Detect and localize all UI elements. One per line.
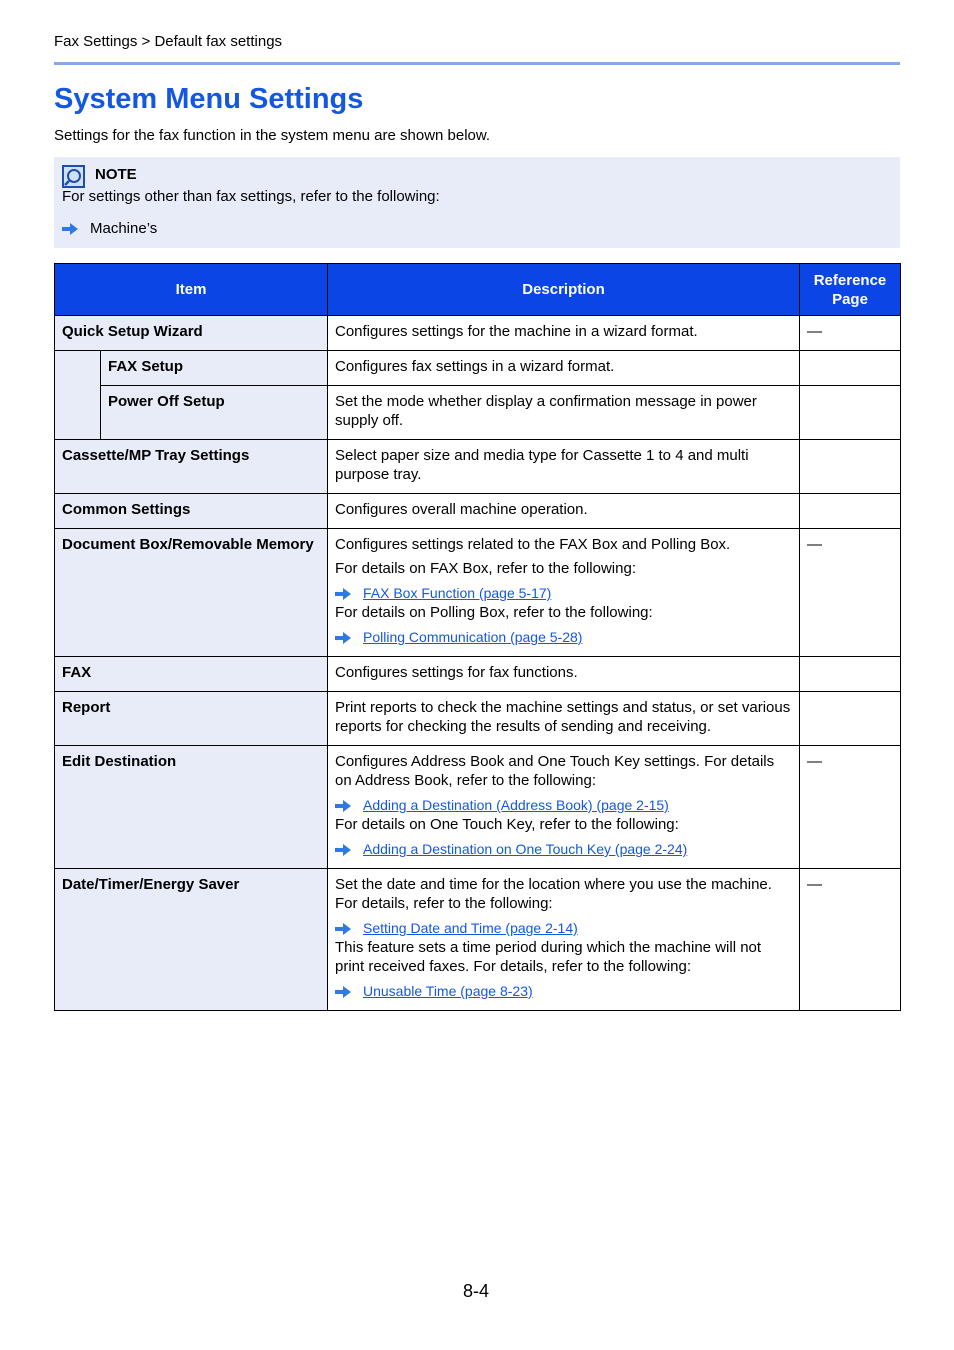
note-icon	[62, 165, 85, 188]
table-row	[55, 529, 901, 657]
description-cell	[328, 529, 800, 657]
reference-link-line	[335, 584, 792, 603]
reference-cell	[800, 657, 901, 692]
description-text: Configures settings related to the FAX Box and Polling Box.	[335, 536, 731, 553]
table-row	[55, 316, 901, 351]
adding-destination-one-touch-key-link[interactable]: Adding a Destination on One Touch Key (page 2-24)	[363, 841, 688, 857]
reference-cell: —	[800, 529, 901, 657]
description-cell: Configures fax settings in a wizard format.	[328, 351, 800, 386]
description-cell: Print reports to check the machine settings and status, or set various reports for checking the results of sending and receiving.	[328, 692, 800, 746]
reference-cell	[800, 351, 901, 386]
reference-cell: —	[800, 869, 901, 1011]
reference-link-line	[335, 919, 792, 938]
reference-link-line	[335, 982, 792, 1001]
header-reference: Reference Page	[800, 264, 901, 316]
description-cell: Configures overall machine operation.	[328, 494, 800, 529]
reference-cell	[800, 386, 901, 440]
intro-text: Settings for the fax function in the system menu are shown below.	[54, 127, 491, 144]
table-row	[55, 692, 901, 746]
breadcrumb: Fax Settings > Default fax settings	[54, 33, 283, 50]
table-row	[55, 440, 901, 494]
setting-date-time-link[interactable]: Setting Date and Time (page 2-14)	[363, 920, 578, 936]
indent-cell	[55, 351, 101, 440]
note-bullet-text: Machine’s	[90, 220, 158, 237]
item-cell: FAX	[55, 657, 328, 692]
table-header-row	[55, 264, 901, 316]
item-cell: Cassette/MP Tray Settings	[55, 440, 328, 494]
header-description: Description	[328, 264, 800, 316]
adding-destination-address-book-link[interactable]: Adding a Destination (Address Book) (page 2-15)	[363, 797, 669, 813]
item-cell: Date/Timer/Energy Saver	[55, 869, 328, 1011]
description-text: For details on Polling Box, refer to the following:	[335, 604, 653, 621]
item-cell: Edit Destination	[55, 746, 328, 869]
table-row	[55, 386, 901, 440]
description-cell: Configures settings for the machine in a wizard format.	[328, 316, 800, 351]
description-text: Configures Address Book and One Touch Key settings. For details on Address Book, refer to the following:	[335, 753, 775, 789]
page-number: 8-4	[463, 1281, 490, 1301]
arrow-icon	[335, 844, 351, 856]
item-cell: Report	[55, 692, 328, 746]
note-label: NOTE	[95, 166, 137, 183]
description-text: For details, refer to the following:	[335, 895, 553, 912]
arrow-icon	[335, 588, 351, 600]
description-text: Set the date and time for the location where you use the machine.	[335, 876, 772, 893]
arrow-icon	[335, 986, 351, 998]
table-row	[55, 657, 901, 692]
description-cell: Set the mode whether display a confirmation message in power supply off.	[328, 386, 800, 440]
reference-cell	[800, 692, 901, 746]
table-row	[55, 869, 901, 1011]
table-row	[55, 351, 901, 386]
reference-cell	[800, 440, 901, 494]
description-text: For details on FAX Box, refer to the following:	[335, 560, 636, 577]
table-row	[55, 494, 901, 529]
table-row	[55, 746, 901, 869]
reference-link-line	[335, 628, 792, 647]
reference-link-line	[335, 796, 792, 815]
settings-table	[54, 263, 901, 1011]
description-cell: Configures settings for fax functions.	[328, 657, 800, 692]
item-cell: Common Settings	[55, 494, 328, 529]
reference-cell	[800, 494, 901, 529]
item-cell: Power Off Setup	[101, 386, 328, 440]
item-cell: Quick Setup Wizard	[55, 316, 328, 351]
item-cell: Document Box/Removable Memory	[55, 529, 328, 657]
description-cell	[328, 746, 800, 869]
reference-cell: —	[800, 746, 901, 869]
arrow-icon	[335, 632, 351, 644]
note-bullet	[62, 220, 157, 237]
note-text: For settings other than fax settings, refer to the following:	[62, 188, 440, 205]
arrow-icon	[335, 800, 351, 812]
unusable-time-link[interactable]: Unusable Time (page 8-23)	[363, 983, 533, 999]
polling-communication-link[interactable]: Polling Communication (page 5-28)	[363, 629, 583, 645]
description-cell	[328, 869, 800, 1011]
description-text: This feature sets a time period during which the machine will not print received faxes. For details, refer to the following:	[335, 939, 762, 975]
header-item: Item	[55, 264, 328, 316]
fax-box-function-link[interactable]: FAX Box Function (page 5-17)	[363, 585, 552, 601]
item-cell: FAX Setup	[101, 351, 328, 386]
header-rule	[54, 62, 900, 65]
page-title: System Menu Settings	[54, 83, 364, 115]
description-text: For details on One Touch Key, refer to the following:	[335, 816, 679, 833]
note-box	[54, 157, 900, 248]
description-cell: Select paper size and media type for Cassette 1 to 4 and multi purpose tray.	[328, 440, 800, 494]
reference-link-line	[335, 840, 792, 859]
arrow-icon	[62, 223, 78, 235]
arrow-icon	[335, 923, 351, 935]
reference-cell: —	[800, 316, 901, 351]
